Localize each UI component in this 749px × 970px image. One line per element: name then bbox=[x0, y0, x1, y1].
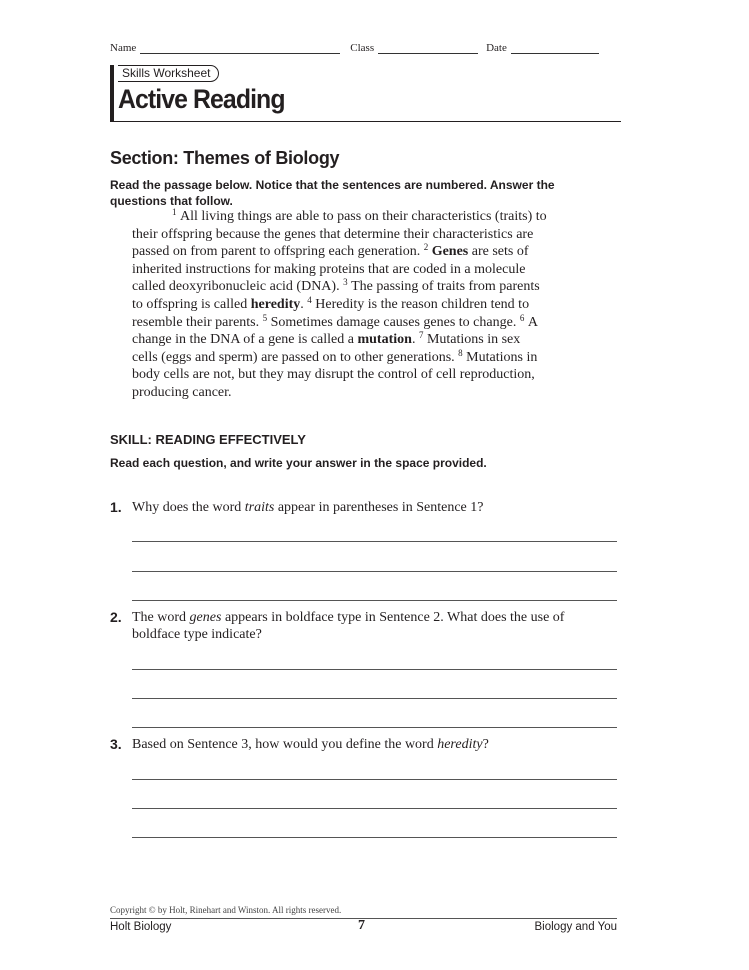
text-run: Why does the word bbox=[132, 500, 245, 515]
bold-term: heredity bbox=[250, 296, 301, 312]
sentence-number: 2 bbox=[423, 242, 429, 253]
class-label: Class bbox=[350, 42, 375, 54]
sentence-number: 5 bbox=[262, 312, 268, 323]
text-run: ? bbox=[482, 737, 489, 752]
sentence-number: 6 bbox=[519, 312, 525, 323]
question-text bbox=[132, 736, 489, 753]
question-text bbox=[132, 609, 615, 643]
instructions: Read the passage below. Notice that the sentences are numbered. Answer the questions that follow. bbox=[110, 178, 555, 208]
text-run: The word bbox=[132, 610, 190, 625]
question-number: 1. bbox=[110, 499, 122, 515]
text-run: appear in parentheses in Sentence 1? bbox=[274, 500, 484, 515]
sentence-number: 3 bbox=[343, 277, 348, 288]
page-title: Active Reading bbox=[118, 84, 285, 114]
sentence-5 bbox=[262, 312, 520, 330]
text-run: Mutations in body cells are not, but they may disrupt the control of cell reproduction, producing cancer. bbox=[132, 349, 538, 400]
sentence-number: 8 bbox=[458, 347, 463, 358]
reading-passage bbox=[132, 208, 547, 402]
italic-term: genes bbox=[189, 610, 222, 625]
answer-line[interactable] bbox=[132, 698, 617, 699]
answer-line[interactable] bbox=[132, 669, 617, 670]
class-field[interactable] bbox=[378, 41, 478, 54]
text-run: appears in boldface type in Sentence 2. What does the use of boldface type indicate? bbox=[132, 610, 565, 642]
answer-line[interactable] bbox=[132, 727, 617, 728]
name-label: Name bbox=[110, 42, 137, 54]
date-field[interactable] bbox=[511, 41, 599, 54]
title-block bbox=[110, 65, 621, 122]
sentence-number: 7 bbox=[418, 330, 424, 341]
text-run: The passing of traits from parents to offspring is called bbox=[132, 279, 540, 312]
answer-line[interactable] bbox=[132, 571, 617, 572]
text-run: Based on Sentence 3, how would you define the word bbox=[132, 737, 438, 752]
question-text bbox=[132, 499, 483, 516]
book-title: Holt Biology bbox=[110, 921, 172, 933]
bold-term: mutation bbox=[357, 332, 412, 348]
page-number: 7 bbox=[358, 918, 365, 933]
name-field[interactable] bbox=[140, 41, 340, 54]
question-2 bbox=[110, 609, 615, 643]
answer-line[interactable] bbox=[132, 808, 617, 809]
text-run: . bbox=[300, 296, 308, 312]
question-3 bbox=[110, 736, 615, 753]
copyright: Copyright © by Holt, Rinehart and Winston. All rights reserved. bbox=[110, 905, 342, 915]
text-run: are sets of inherited instructions for making proteins that are coded in a molecule called deoxyribonucleic acid (DNA). bbox=[132, 244, 529, 295]
text-run: Sometimes damage causes genes to change. bbox=[270, 314, 520, 330]
question-number: 3. bbox=[110, 736, 122, 752]
sentence-number: 4 bbox=[307, 294, 312, 305]
text-run: . bbox=[411, 332, 419, 348]
date-label: Date bbox=[486, 42, 507, 54]
skill-instructions: Read each question, and write your answer in the space provided. bbox=[110, 456, 487, 470]
worksheet-type-tab: Skills Worksheet bbox=[118, 65, 219, 82]
question-1 bbox=[110, 499, 615, 516]
question-number: 2. bbox=[110, 609, 122, 625]
chapter-title: Biology and You bbox=[534, 921, 617, 933]
section-title: Section: Themes of Biology bbox=[110, 148, 340, 168]
text-run: All living things are able to pass on their characteristics (traits) to their offspring because the genes that determine their characteristics are passed on from parent to offspring each generation. bbox=[132, 209, 547, 260]
answer-line[interactable] bbox=[132, 600, 617, 601]
sentence-number: 1 bbox=[172, 207, 177, 217]
answer-line[interactable] bbox=[132, 837, 617, 838]
italic-term: traits bbox=[244, 500, 275, 515]
text-run: Mutations in sex cells (eggs and sperm) are passed on to other generations. bbox=[132, 332, 521, 365]
answer-line[interactable] bbox=[132, 541, 617, 542]
answer-line[interactable] bbox=[132, 779, 617, 780]
italic-term: heredity bbox=[437, 737, 483, 752]
text-run: Heredity is the reason children tend to resemble their parents. bbox=[132, 296, 530, 330]
bold-term: Genes bbox=[431, 244, 469, 260]
text-run: A change in the DNA of a gene is called a bbox=[132, 314, 538, 348]
skill-heading: SKILL: READING EFFECTIVELY bbox=[110, 432, 306, 447]
student-info-header bbox=[110, 41, 617, 54]
